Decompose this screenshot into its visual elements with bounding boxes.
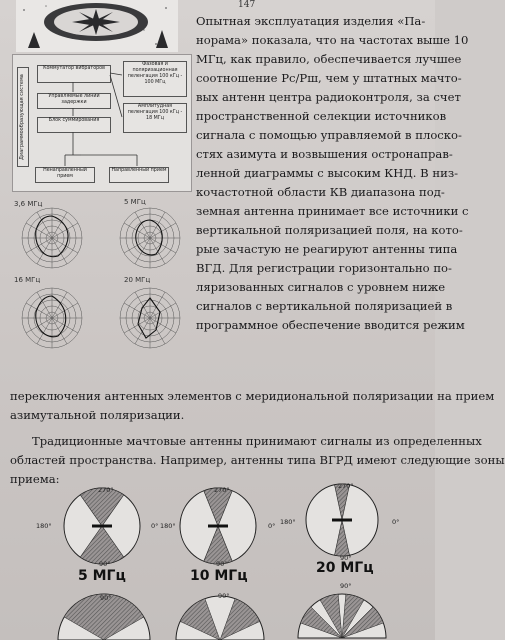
- text-line: пространственной селекции источников: [196, 109, 447, 123]
- text-line: Опытная эксплуатация изделия «Па-: [196, 14, 426, 28]
- zone1-right: 0°: [151, 522, 159, 530]
- text-line: переключения антенных элементов с меридиональной поляризации на прием: [10, 389, 495, 403]
- zone2-title: 10 МГц: [190, 568, 248, 584]
- side-label-box: Диаграммообразующая система: [17, 67, 29, 167]
- zone3-top: 270°: [338, 482, 354, 490]
- elev1-label: 90°: [100, 594, 112, 602]
- block-diagram: [12, 54, 192, 192]
- zone1-title: 5 МГц: [78, 568, 126, 584]
- box-directional-rx: Направленный прием: [109, 167, 169, 183]
- box-switch: Коммутатор вибраторов: [37, 65, 111, 83]
- text-line: сигнала с помощью управляемой в плоско-: [196, 128, 462, 142]
- text-line: вых антенн центра радиоконтроля, за счет: [196, 90, 461, 104]
- box-phase-df: Фазовая и поляризационная пеленгация 100 кГц - 100 МГц: [123, 61, 187, 97]
- page-number: 147: [238, 0, 256, 10]
- zone1-left: 180°: [36, 522, 52, 530]
- zone2-left: 180°: [160, 522, 176, 530]
- text-line: Традиционные мачтовые антенны принимают сигналы из определенных: [32, 434, 482, 448]
- elev3-label: 90°: [340, 582, 352, 590]
- text-line: стях азимута и возвышения остронаправ-: [196, 147, 453, 161]
- zone1-bottom: 90°: [99, 560, 111, 568]
- text-line: приема:: [10, 472, 60, 486]
- box-delay-lines: Управляемые линии задержки: [37, 93, 111, 109]
- text-line: областей пространства. Например, антенны типа ВГРД имеют следующие зоны: [10, 453, 505, 467]
- text-line: рые зачастую не реагируют антенны типа: [196, 242, 458, 256]
- polar-label-3: 16 МГц: [14, 276, 41, 284]
- reception-zones-figure: [0, 482, 435, 640]
- text-line: азимутальной поляризации.: [10, 408, 185, 422]
- paragraph-2: [10, 432, 505, 489]
- box-amplitude-df: Амплитудная пеленгация 100 кГц - 18 МГц: [123, 103, 187, 133]
- text-line: ВГД. Для регистрации горизонтально по-: [196, 261, 452, 275]
- zone3-right: 0°: [392, 518, 400, 526]
- diagram-arrows: [13, 55, 191, 191]
- text-line: ленной диаграммы с высоким КНД. В низ-: [196, 166, 459, 180]
- zone3-bottom: 90°: [340, 554, 352, 562]
- text-line: кочастотной области КВ диапазона под-: [196, 185, 445, 199]
- zone3-title: 20 МГц: [316, 560, 374, 576]
- paragraph-1-bottom: [10, 387, 495, 425]
- text-line: норама» показала, что на частотах выше 10: [196, 33, 469, 47]
- elev2-label: 90°: [218, 592, 230, 600]
- text-line: МГц, как правило, обеспечивается лучшее: [196, 52, 462, 66]
- polar-label-2: 5 МГц: [124, 198, 146, 206]
- box-summation: Блок суммирования: [37, 117, 111, 133]
- polar-plots-svg: [0, 196, 195, 376]
- zone3-left: 180°: [280, 518, 296, 526]
- panorama-antenna-illustration: [16, 0, 178, 52]
- text-line: ляризованных сигналов с уровнем ниже: [196, 280, 446, 294]
- zone1-top: 270°: [98, 486, 114, 494]
- polar-plots-figure: [0, 196, 195, 376]
- text-line: соотношение Pc/Pш, чем у штатных мачто-: [196, 71, 462, 85]
- zone2-top: 270°: [214, 486, 230, 494]
- text-line: сигналов с вертикальной поляризацией в: [196, 299, 453, 313]
- text-line: программное обеспечение вводится режим: [196, 318, 465, 332]
- text-line: вертикальной поляризацией поля, на кото-: [196, 223, 463, 237]
- zone2-bottom: 90°: [216, 560, 228, 568]
- paragraph-1-top: [196, 12, 469, 335]
- polar-label-4: 20 МГц: [124, 276, 151, 284]
- zone2-right: 0°: [268, 522, 276, 530]
- text-line: земная антенна принимает все источники с: [196, 204, 469, 218]
- polar-label-1: 3,6 МГц: [14, 200, 43, 208]
- box-omni-rx: Ненаправленный прием: [35, 167, 95, 183]
